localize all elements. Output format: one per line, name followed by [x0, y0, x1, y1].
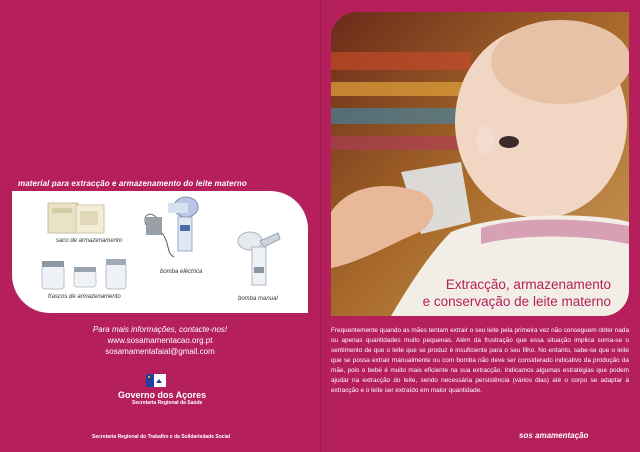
contact-heading: Para mais informações, contacte-nos! — [92, 325, 228, 334]
storage-bag-image — [46, 199, 110, 237]
email-link[interactable]: sosamamentafaial@gmail.com — [105, 347, 215, 356]
cover-title-line2: e conservação de leite materno — [422, 294, 611, 309]
government-name: Governo dos Açores — [118, 390, 207, 400]
website-link[interactable]: www.sosamamentacao.org.pt — [107, 336, 213, 345]
baby-feeding-illustration — [331, 12, 629, 316]
electric-pump-label: bomba eléctrica — [160, 269, 203, 275]
sos-amamentacao-logo: sos amamentação — [519, 431, 589, 440]
azores-flag-icon — [146, 374, 166, 387]
storage-bag-label: saco de armazenamento — [56, 238, 123, 244]
manual-pump-label: bomba manual — [238, 296, 278, 302]
materials-card — [12, 191, 308, 313]
storage-jars-label: frascos de armazenamento — [48, 294, 121, 300]
manual-pump-image — [234, 231, 284, 291]
labour-secretariat: Secretaria Regional do Trabalho e da Solidariedade Social — [92, 434, 231, 440]
cover-title-line1: Extracção, armazenamento — [445, 277, 611, 292]
electric-pump-image — [140, 195, 204, 267]
intro-paragraph: Frequentemente quando as mães tentam extrair o seu leite pela primeira vez não conseguem obter nada ou apenas quantidades muito pequenas. Além da frustração que essa situação implica soma-se o sentimento de que o leite que se produz é insuficiente para o seu filho. No entanto, sabe-se que o leite que se possa extrair manualmente ou com bomba não deve ser considerado indicativo da produção da mãe, pois o bebé é muito mais eficiente na sua extracção. Indicamos algumas estratégias que podem ajudar na extracção do leite, sendo necessária persistência (vários dias) até o corpo se adaptar à extracção e o leite ser extraído em maior quantidade. — [331, 327, 629, 394]
materials-title: material para extracção e armazenamento do leite materno — [18, 179, 247, 188]
baby-photo — [331, 12, 629, 316]
health-secretariat: Secretaria Regional da Saúde — [132, 400, 203, 406]
storage-jars-image — [40, 257, 132, 293]
